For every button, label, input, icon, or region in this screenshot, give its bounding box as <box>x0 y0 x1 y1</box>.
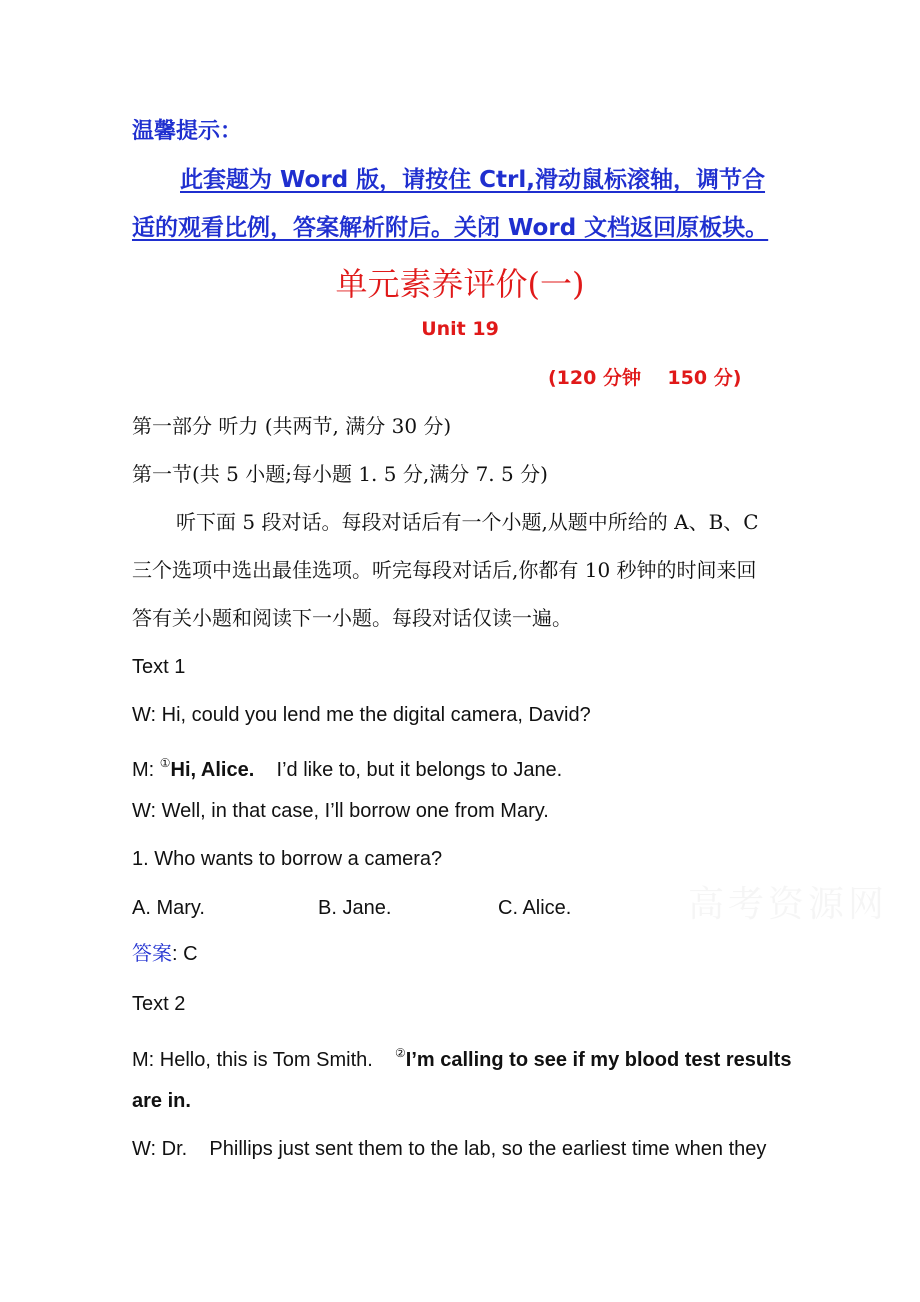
question-1: 1. Who wants to borrow a camera? <box>132 848 443 870</box>
answer-label: 答案 <box>132 941 172 965</box>
speaker-prefix: M: <box>132 759 160 781</box>
watermark-logo: 高考资源网 <box>688 884 889 925</box>
highlighted-phrase: I’m calling to see if my blood test results <box>405 1049 792 1071</box>
speaker-prefix: M: Hello, this is Tom Smith. <box>132 1049 396 1071</box>
highlighted-phrase: Hi, Alice. <box>170 759 255 781</box>
text1-dialogue-w1: W: Hi, could you lend me the digital camera, David? <box>132 704 591 726</box>
note-mark-1: ① <box>159 756 171 770</box>
answer-value: : C <box>172 943 198 965</box>
option-a: A. Mary. <box>132 897 205 919</box>
text2-dialogue-m1 <box>132 1041 791 1072</box>
instructions-line-1: 听下面 5 段对话。每段对话后有一个小题,从题中所给的 A、B、C <box>176 510 759 534</box>
option-c: C. Alice. <box>498 897 572 919</box>
instructions-line-3: 答有关小题和阅读下一小题。每段对话仅读一遍。 <box>132 606 572 630</box>
option-b: B. Jane. <box>318 897 392 919</box>
text2-dialogue-m1-cont: are in. <box>132 1090 191 1112</box>
unit-label: Unit 19 <box>421 318 499 340</box>
instructions-line-2: 三个选项中选出最佳选项。听完每段对话后,你都有 10 秒钟的时间来回 <box>132 558 757 582</box>
tip-heading: 温馨提示： <box>132 119 243 144</box>
part-heading: 第一部分 听力 (共两节, 满分 30 分) <box>132 414 452 438</box>
text2-label: Text 2 <box>132 993 186 1015</box>
time-score-label: (120 分钟 150 分) <box>548 367 742 389</box>
text2-dialogue-w1: W: Dr. Phillips just sent them to the lab, so the earliest time when they <box>132 1138 767 1160</box>
dialogue-rest: I’d like to, but it belongs to Jane. <box>254 759 563 781</box>
text1-dialogue-w2: W: Well, in that case, I’ll borrow one from Mary. <box>132 800 549 822</box>
text1-dialogue-m1 <box>132 751 562 782</box>
tip-line-2: 适的观看比例，答案解析附后。关闭 Word 文档返回原板块。 <box>132 215 769 241</box>
tip-line-1: 此套题为 Word 版，请按住 Ctrl,滑动鼠标滚轴，调节合 <box>180 167 766 193</box>
text1-label: Text 1 <box>132 656 186 678</box>
note-mark-2: ② <box>395 1046 406 1060</box>
answer-line <box>132 941 198 966</box>
section-heading: 第一节(共 5 小题;每小题 1. 5 分,满分 7. 5 分) <box>132 462 548 486</box>
document-title: 单元素养评价(一) <box>335 265 585 303</box>
